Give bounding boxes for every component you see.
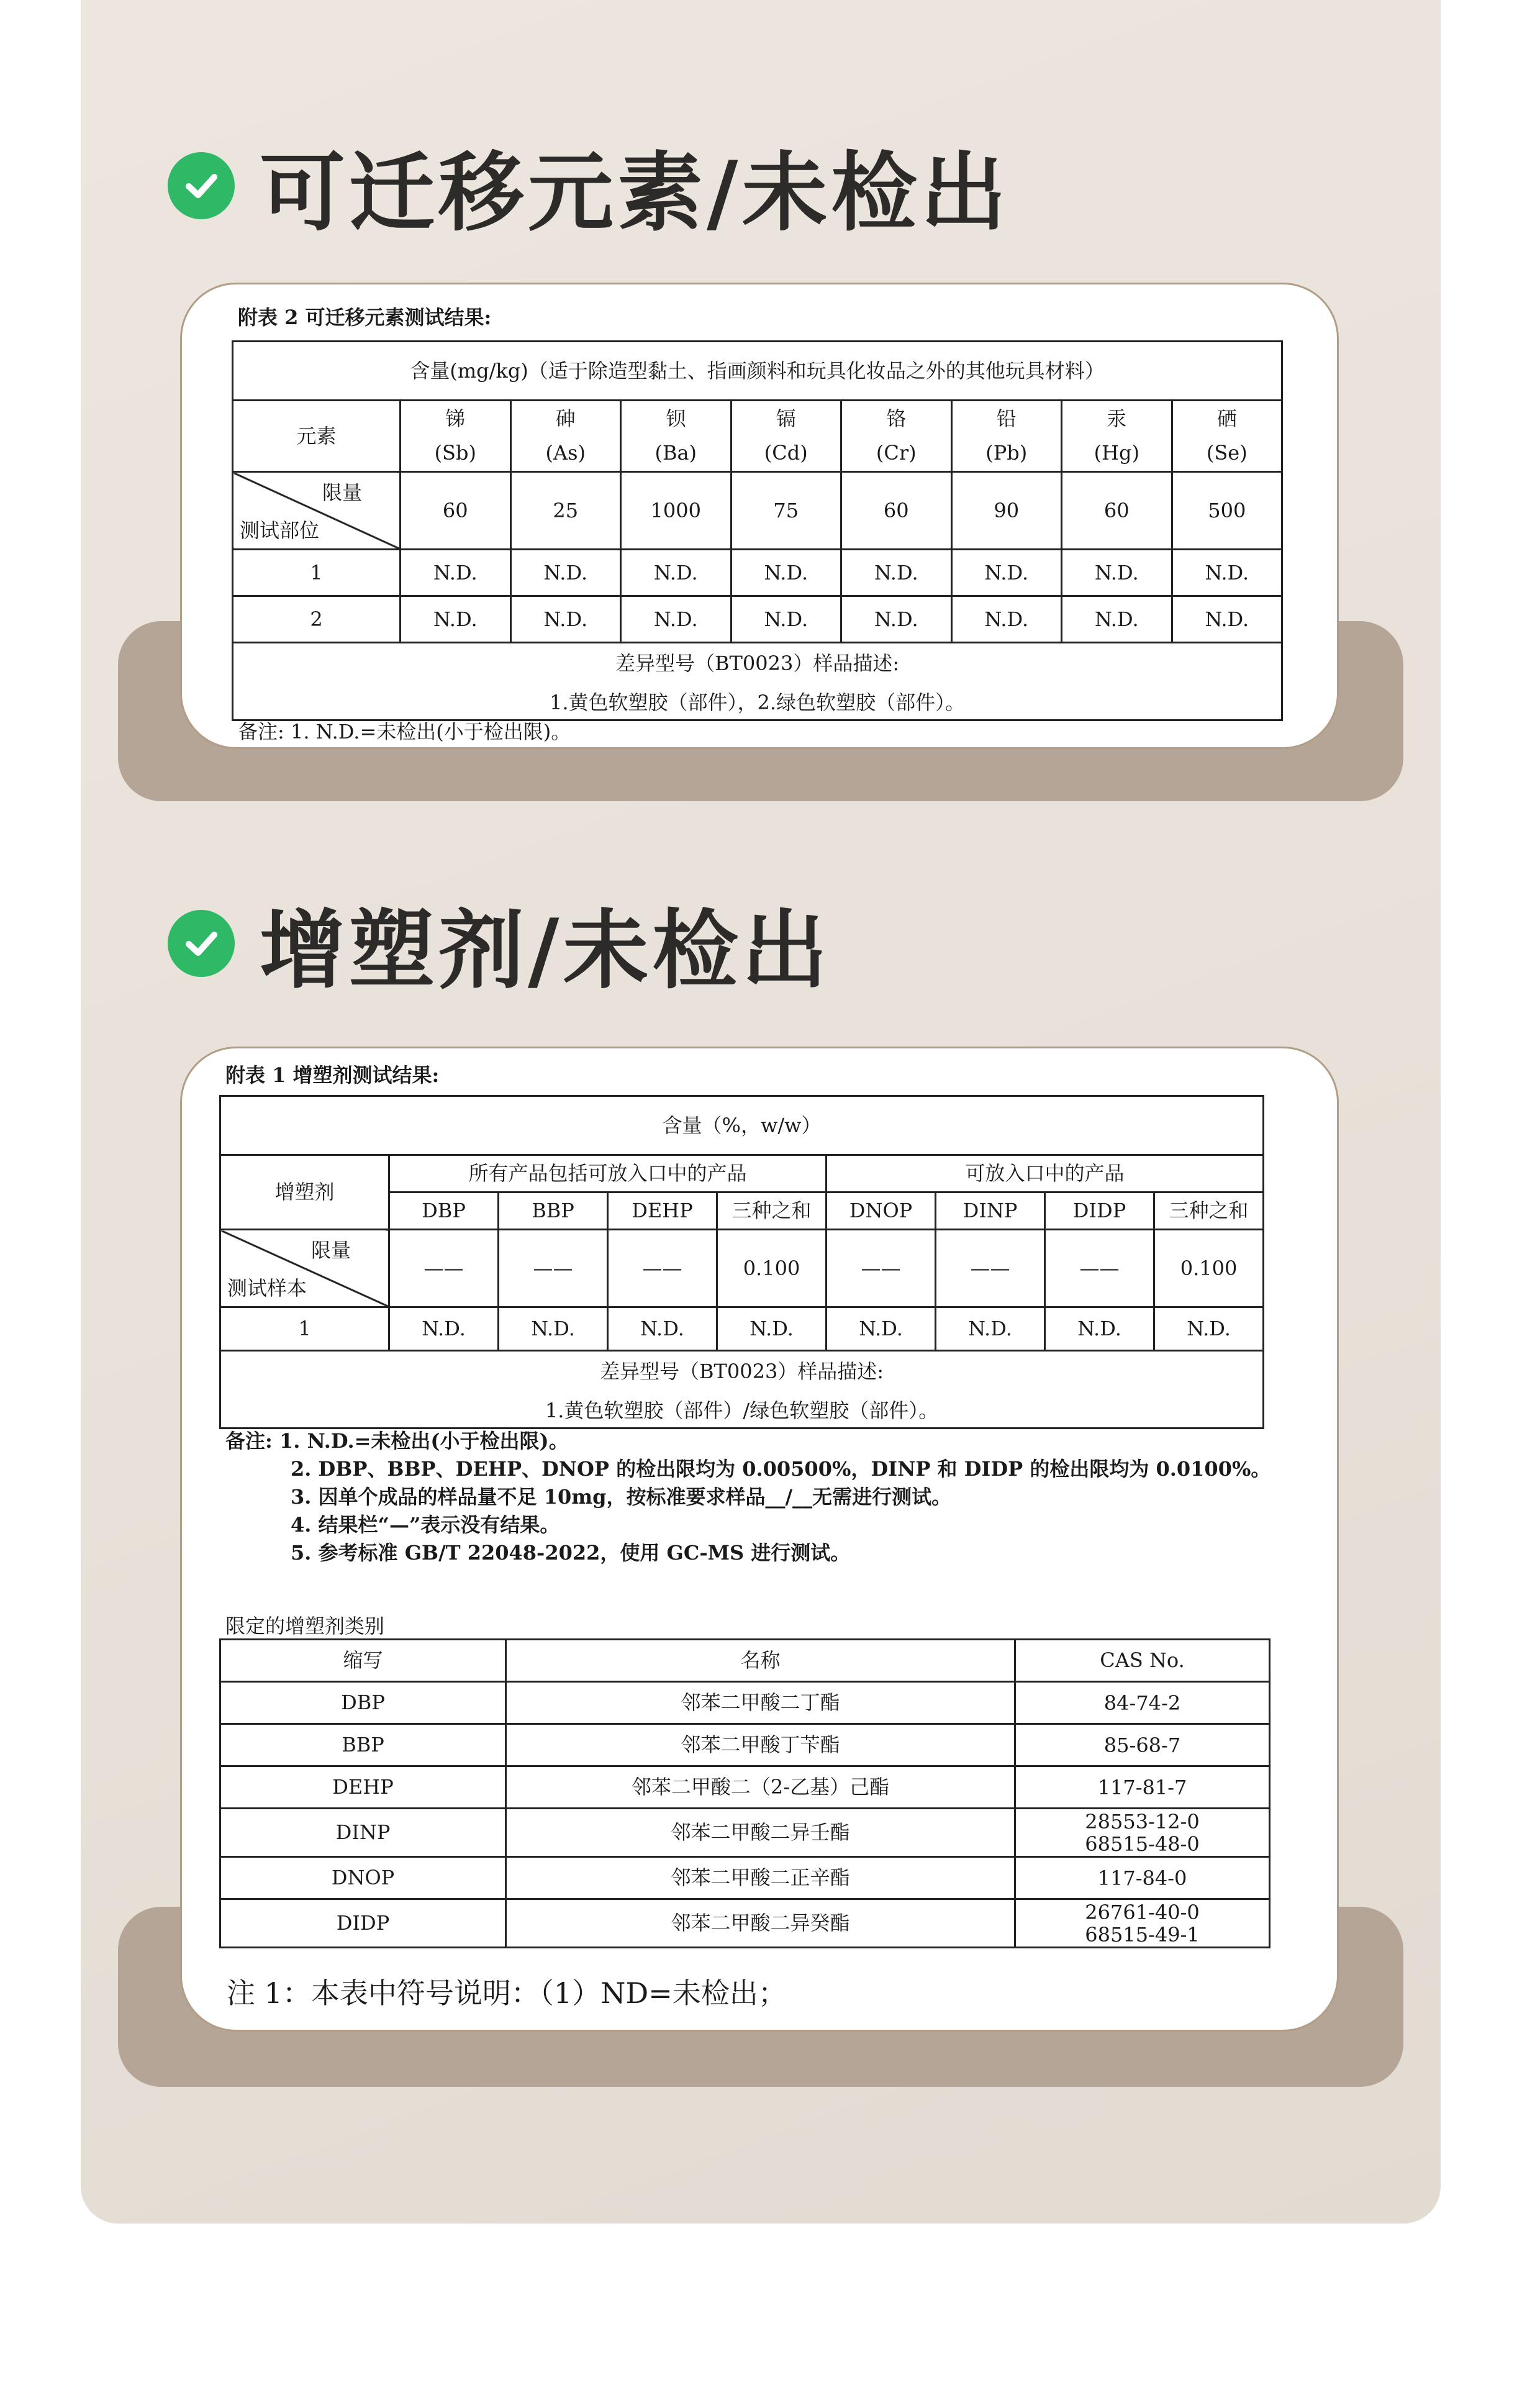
element-name: 镉 bbox=[776, 407, 796, 431]
list-name: 邻苯二甲酸二异壬酯 bbox=[506, 1809, 1015, 1857]
element-header-cell bbox=[401, 401, 511, 472]
limit-value: 60 bbox=[401, 472, 511, 550]
list-cas bbox=[1015, 1899, 1270, 1948]
list-name: 邻苯二甲酸二（2-乙基）己酯 bbox=[506, 1766, 1015, 1809]
note-line: 4. 结果栏“—”表示没有结果。 bbox=[291, 1513, 560, 1537]
column-header: DBP bbox=[389, 1192, 499, 1230]
limit-value: 75 bbox=[731, 472, 841, 550]
element-symbol: (Cd) bbox=[764, 441, 808, 465]
result-value: N.D. bbox=[621, 596, 732, 643]
list-name: 邻苯二甲酸二异癸酯 bbox=[506, 1899, 1015, 1948]
row-id: 1 bbox=[220, 1307, 389, 1351]
plasticizer-result-table bbox=[219, 1095, 1264, 1429]
result-value: N.D. bbox=[621, 550, 732, 596]
result-value: N.D. bbox=[608, 1307, 717, 1351]
element-test-card bbox=[180, 283, 1339, 749]
element-symbol: (Cr) bbox=[876, 441, 917, 465]
list-cas bbox=[1015, 1809, 1270, 1857]
section-heading-plasticizer bbox=[168, 882, 831, 1005]
column-header: DIDP bbox=[1045, 1192, 1154, 1230]
diagonal-header-cell bbox=[220, 1230, 389, 1307]
cas-number: 84-74-2 bbox=[1103, 1691, 1181, 1715]
result-value: N.D. bbox=[1045, 1307, 1154, 1351]
table-caption: 附表 2 可迁移元素测试结果: bbox=[238, 306, 492, 329]
limit-value: —— bbox=[827, 1230, 936, 1307]
check-circle-icon bbox=[168, 910, 235, 977]
element-name: 铬 bbox=[886, 407, 907, 431]
list-row bbox=[220, 1766, 1270, 1809]
row-id: 2 bbox=[233, 596, 401, 643]
result-value: N.D. bbox=[827, 1307, 936, 1351]
desc-text: 1.黄色软塑胶（部件），2.绿色软塑胶（部件）。 bbox=[550, 690, 966, 714]
plasticizer-category-table bbox=[219, 1638, 1270, 1948]
table-caption: 附表 1 增塑剂测试结果: bbox=[225, 1063, 440, 1087]
element-name: 硒 bbox=[1216, 407, 1237, 431]
list-header: 名称 bbox=[506, 1640, 1015, 1682]
element-symbol: (Pb) bbox=[985, 441, 1028, 465]
element-symbol: (Sb) bbox=[434, 441, 476, 465]
cas-number: 68515-48-0 bbox=[1085, 1832, 1200, 1856]
heading-text: 增塑剂/未检出 bbox=[260, 901, 831, 1001]
result-value: N.D. bbox=[1172, 596, 1282, 643]
limit-value: 25 bbox=[510, 472, 621, 550]
result-value: N.D. bbox=[401, 596, 511, 643]
limit-value: 90 bbox=[951, 472, 1062, 550]
result-value: N.D. bbox=[731, 596, 841, 643]
list-cas bbox=[1015, 1724, 1270, 1766]
limit-value: 60 bbox=[1062, 472, 1172, 550]
limit-value: —— bbox=[608, 1230, 717, 1307]
list-row bbox=[220, 1899, 1270, 1948]
element-header-cell bbox=[1062, 401, 1172, 472]
result-value: N.D. bbox=[951, 596, 1062, 643]
column-header: 三种之和 bbox=[717, 1192, 827, 1230]
element-name: 锑 bbox=[445, 407, 466, 431]
column-header: DEHP bbox=[608, 1192, 717, 1230]
cas-number: 28553-12-0 bbox=[1085, 1809, 1200, 1833]
result-value: N.D. bbox=[936, 1307, 1045, 1351]
element-header-cell bbox=[510, 401, 621, 472]
element-symbol: (Ba) bbox=[654, 441, 697, 465]
list-row bbox=[220, 1682, 1270, 1724]
group-all-products: 所有产品包括可放入口中的产品 bbox=[389, 1155, 827, 1192]
note-line: 3. 因单个成品的样品量不足 10mg，按标准要求样品__/__无需进行测试。 bbox=[291, 1485, 952, 1509]
element-header-cell bbox=[841, 401, 952, 472]
list-cas bbox=[1015, 1766, 1270, 1809]
result-value: N.D. bbox=[401, 550, 511, 596]
result-value: N.D. bbox=[1062, 596, 1172, 643]
result-value: N.D. bbox=[1172, 550, 1282, 596]
check-circle-icon bbox=[168, 152, 235, 219]
list-abbr: DNOP bbox=[220, 1857, 506, 1899]
section-heading-elements bbox=[168, 124, 1010, 247]
list-name: 邻苯二甲酸丁苄酯 bbox=[506, 1724, 1015, 1766]
cas-number: 117-84-0 bbox=[1097, 1866, 1187, 1890]
list-header: 缩写 bbox=[220, 1640, 506, 1682]
desc-title: 差异型号（BT0023）样品描述: bbox=[600, 1360, 884, 1383]
result-value: N.D. bbox=[841, 550, 952, 596]
notes-block bbox=[225, 1427, 1270, 1567]
plasticizer-test-card bbox=[180, 1047, 1339, 2032]
element-header-cell bbox=[621, 401, 732, 472]
list-abbr: DEHP bbox=[220, 1766, 506, 1809]
note-line: 5. 参考标准 GB/T 22048-2022，使用 GC-MS 进行测试。 bbox=[291, 1541, 851, 1565]
desc-title: 差异型号（BT0023）样品描述: bbox=[615, 652, 900, 675]
sample-label: 测试样本 bbox=[227, 1276, 307, 1301]
result-value: N.D. bbox=[510, 596, 621, 643]
element-result-table bbox=[232, 340, 1283, 721]
table-title-row: 含量(mg/kg)（适于除造型黏土、指画颜料和玩具化妆品之外的其他玩具材料） bbox=[233, 342, 1282, 401]
cas-number: 85-68-7 bbox=[1103, 1733, 1181, 1757]
element-name: 钡 bbox=[666, 407, 686, 431]
result-value: N.D. bbox=[510, 550, 621, 596]
limit-value: —— bbox=[1045, 1230, 1154, 1307]
cas-number: 68515-49-1 bbox=[1085, 1922, 1200, 1947]
result-value: N.D. bbox=[499, 1307, 608, 1351]
result-value: N.D. bbox=[717, 1307, 827, 1351]
note-line: 备注: 1. N.D.=未检出(小于检出限)。 bbox=[225, 1429, 569, 1453]
list-cas bbox=[1015, 1857, 1270, 1899]
heading-text: 可迁移元素/未检出 bbox=[260, 143, 1010, 243]
list-name: 邻苯二甲酸二丁酯 bbox=[506, 1682, 1015, 1724]
element-name: 砷 bbox=[555, 407, 576, 431]
list-row bbox=[220, 1724, 1270, 1766]
row-id: 1 bbox=[233, 550, 401, 596]
list-row bbox=[220, 1857, 1270, 1899]
element-header-cell bbox=[951, 401, 1062, 472]
limit-value: —— bbox=[936, 1230, 1045, 1307]
cas-number: 117-81-7 bbox=[1097, 1775, 1187, 1799]
column-header: DNOP bbox=[827, 1192, 936, 1230]
list-abbr: DBP bbox=[220, 1682, 506, 1724]
note-line: 2. DBP、BBP、DEHP、DNOP 的检出限均为 0.00500%，DINP 和 DIDP 的检出限均为 0.0100%。 bbox=[291, 1457, 1271, 1481]
element-label: 元素 bbox=[233, 401, 401, 472]
diagonal-header-cell bbox=[233, 472, 401, 550]
element-name: 汞 bbox=[1107, 407, 1127, 431]
limit-value: 500 bbox=[1172, 472, 1282, 550]
plasticizer-label: 增塑剂 bbox=[220, 1155, 389, 1230]
limit-value: 0.100 bbox=[1154, 1230, 1264, 1307]
limit-value: —— bbox=[389, 1230, 499, 1307]
limit-label: 限量 bbox=[322, 481, 362, 504]
result-value: N.D. bbox=[389, 1307, 499, 1351]
sample-description-cell bbox=[233, 643, 1282, 720]
list-abbr: DIDP bbox=[220, 1899, 506, 1948]
limit-value: 0.100 bbox=[717, 1230, 827, 1307]
list-abbr: BBP bbox=[220, 1724, 506, 1766]
element-symbol: (Hg) bbox=[1094, 441, 1139, 465]
group-mouth-products: 可放入口中的产品 bbox=[827, 1155, 1264, 1192]
list-name: 邻苯二甲酸二正辛酯 bbox=[506, 1857, 1015, 1899]
list-header: CAS No. bbox=[1015, 1640, 1270, 1682]
list-row bbox=[220, 1809, 1270, 1857]
element-name: 铅 bbox=[996, 407, 1017, 431]
result-value: N.D. bbox=[951, 550, 1062, 596]
result-value: N.D. bbox=[731, 550, 841, 596]
limit-value: 60 bbox=[841, 472, 952, 550]
limit-value: —— bbox=[499, 1230, 608, 1307]
footnote: 注 1：本表中符号说明：（1）ND=未检出； bbox=[227, 1976, 787, 2010]
element-symbol: (Se) bbox=[1206, 441, 1248, 465]
element-header-cell bbox=[1172, 401, 1282, 472]
element-header-cell bbox=[731, 401, 841, 472]
cas-number: 26761-40-0 bbox=[1085, 1900, 1200, 1924]
table-note: 备注: 1. N.D.=未检出(小于检出限)。 bbox=[238, 720, 571, 743]
column-header: 三种之和 bbox=[1154, 1192, 1264, 1230]
part-label: 测试部位 bbox=[240, 519, 320, 543]
limit-value: 1000 bbox=[621, 472, 732, 550]
column-header: DINP bbox=[936, 1192, 1045, 1230]
list-cas bbox=[1015, 1682, 1270, 1724]
list-caption: 限定的增塑剂类别 bbox=[225, 1614, 385, 1638]
result-value: N.D. bbox=[841, 596, 952, 643]
table-title-row: 含量（%，w/w） bbox=[220, 1096, 1264, 1155]
list-abbr: DINP bbox=[220, 1809, 506, 1857]
element-symbol: (As) bbox=[545, 441, 586, 465]
result-value: N.D. bbox=[1154, 1307, 1264, 1351]
limit-label: 限量 bbox=[310, 1238, 351, 1262]
column-header: BBP bbox=[499, 1192, 608, 1230]
result-value: N.D. bbox=[1062, 550, 1172, 596]
desc-text: 1.黄色软塑胶（部件）/绿色软塑胶（部件）。 bbox=[545, 1398, 939, 1422]
sample-description-cell bbox=[220, 1351, 1264, 1429]
